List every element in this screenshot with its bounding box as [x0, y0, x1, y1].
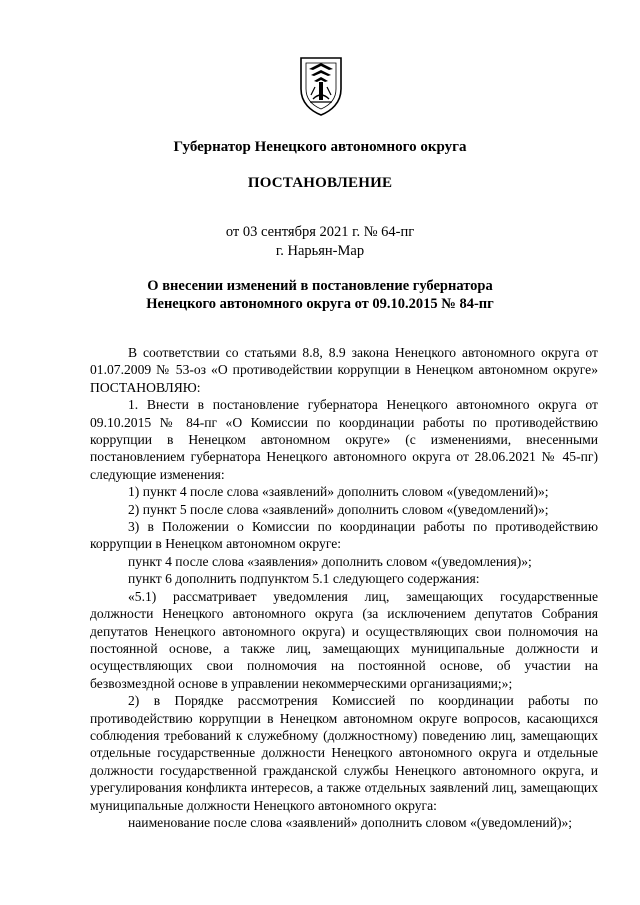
paragraph: 3) в Положении о Комиссии по координации работы по противодействию коррупции в Ненецком автономном округе: [90, 519, 598, 552]
paragraph: В соответствии со статьями 8.8, 8.9 закона Ненецкого автономного округа от 01.07.2009 № 53-оз «О противодействии коррупции в Ненецком автономном округе» ПОСТАНОВЛЯЮ: [90, 345, 598, 395]
document-title-line-1: О внесении изменений в постановление губернатора [147, 278, 493, 294]
paragraph: пункт 6 дополнить подпунктом 5.1 следующего содержания: [128, 571, 480, 587]
date-number: от 03 сентября 2021 г. № 64-пг [225, 224, 415, 240]
paragraph: 1. Внести в постановление губернатора Ненецкого автономного округа от 09.10.2015 № 84-пг «О Комиссии по координации работы по противодействию коррупции в Ненецком автономном округе» (с изменениями, внесенными постановлением губернатора Ненецкого автономного округа от 28.06.2021 № 45-пг) следующие изменения: [90, 397, 598, 482]
document-type: ПОСТАНОВЛЕНИЕ [247, 175, 393, 191]
paragraph: «5.1) рассматривает уведомления лиц, замещающих государственные должности Ненецкого автономного округа (за исключением депутатов Собрания депутатов Ненецкого автономного округа) и осуществляющих свои полномочия на постоянной основе, а также лиц, замещающих муниципальные должности и осуществляющих свои полномочия на постоянной основе, об участии на безвозмездной основе в управлении некоммерческими организациями;»; [90, 588, 598, 691]
document-title-line-2: Ненецкого автономного округа от 09.10.2015 № 84-пг [146, 296, 494, 312]
paragraph: наименование после слова «заявлений» дополнить словом «(уведомлений)»; [128, 814, 573, 830]
paragraph: 2) в Порядке рассмотрения Комиссией по координации работы по противодействию коррупции в Ненецком автономном округе вопросов, касающихся соблюдения требований к служебному (должностному) поведению лиц, замещающих отдельные государственные должности Ненецкого автономного округа и отдельные должности государственной гражданской службы Ненецкого автономного округа, и урегулирования конфликта интересов, а также отдельных заявлений лиц, замещающих муниципальные должности Ненецкого автономного округа: [90, 693, 598, 813]
paragraph: 2) пункт 5 после слова «заявлений» дополнить словом «(уведомлений)»; [128, 501, 549, 517]
paragraph: пункт 4 после слова «заявления» дополнить словом «(уведомления)»; [128, 553, 532, 569]
place: г. Нарьян-Мар [275, 243, 365, 259]
authority-name: Губернатор Ненецкого автономного округа [173, 139, 467, 155]
paragraph: 1) пункт 4 после слова «заявлений» дополнить словом «(уведомлений)»; [128, 484, 549, 500]
document-body [90, 344, 598, 831]
coat-of-arms-icon [297, 55, 345, 117]
